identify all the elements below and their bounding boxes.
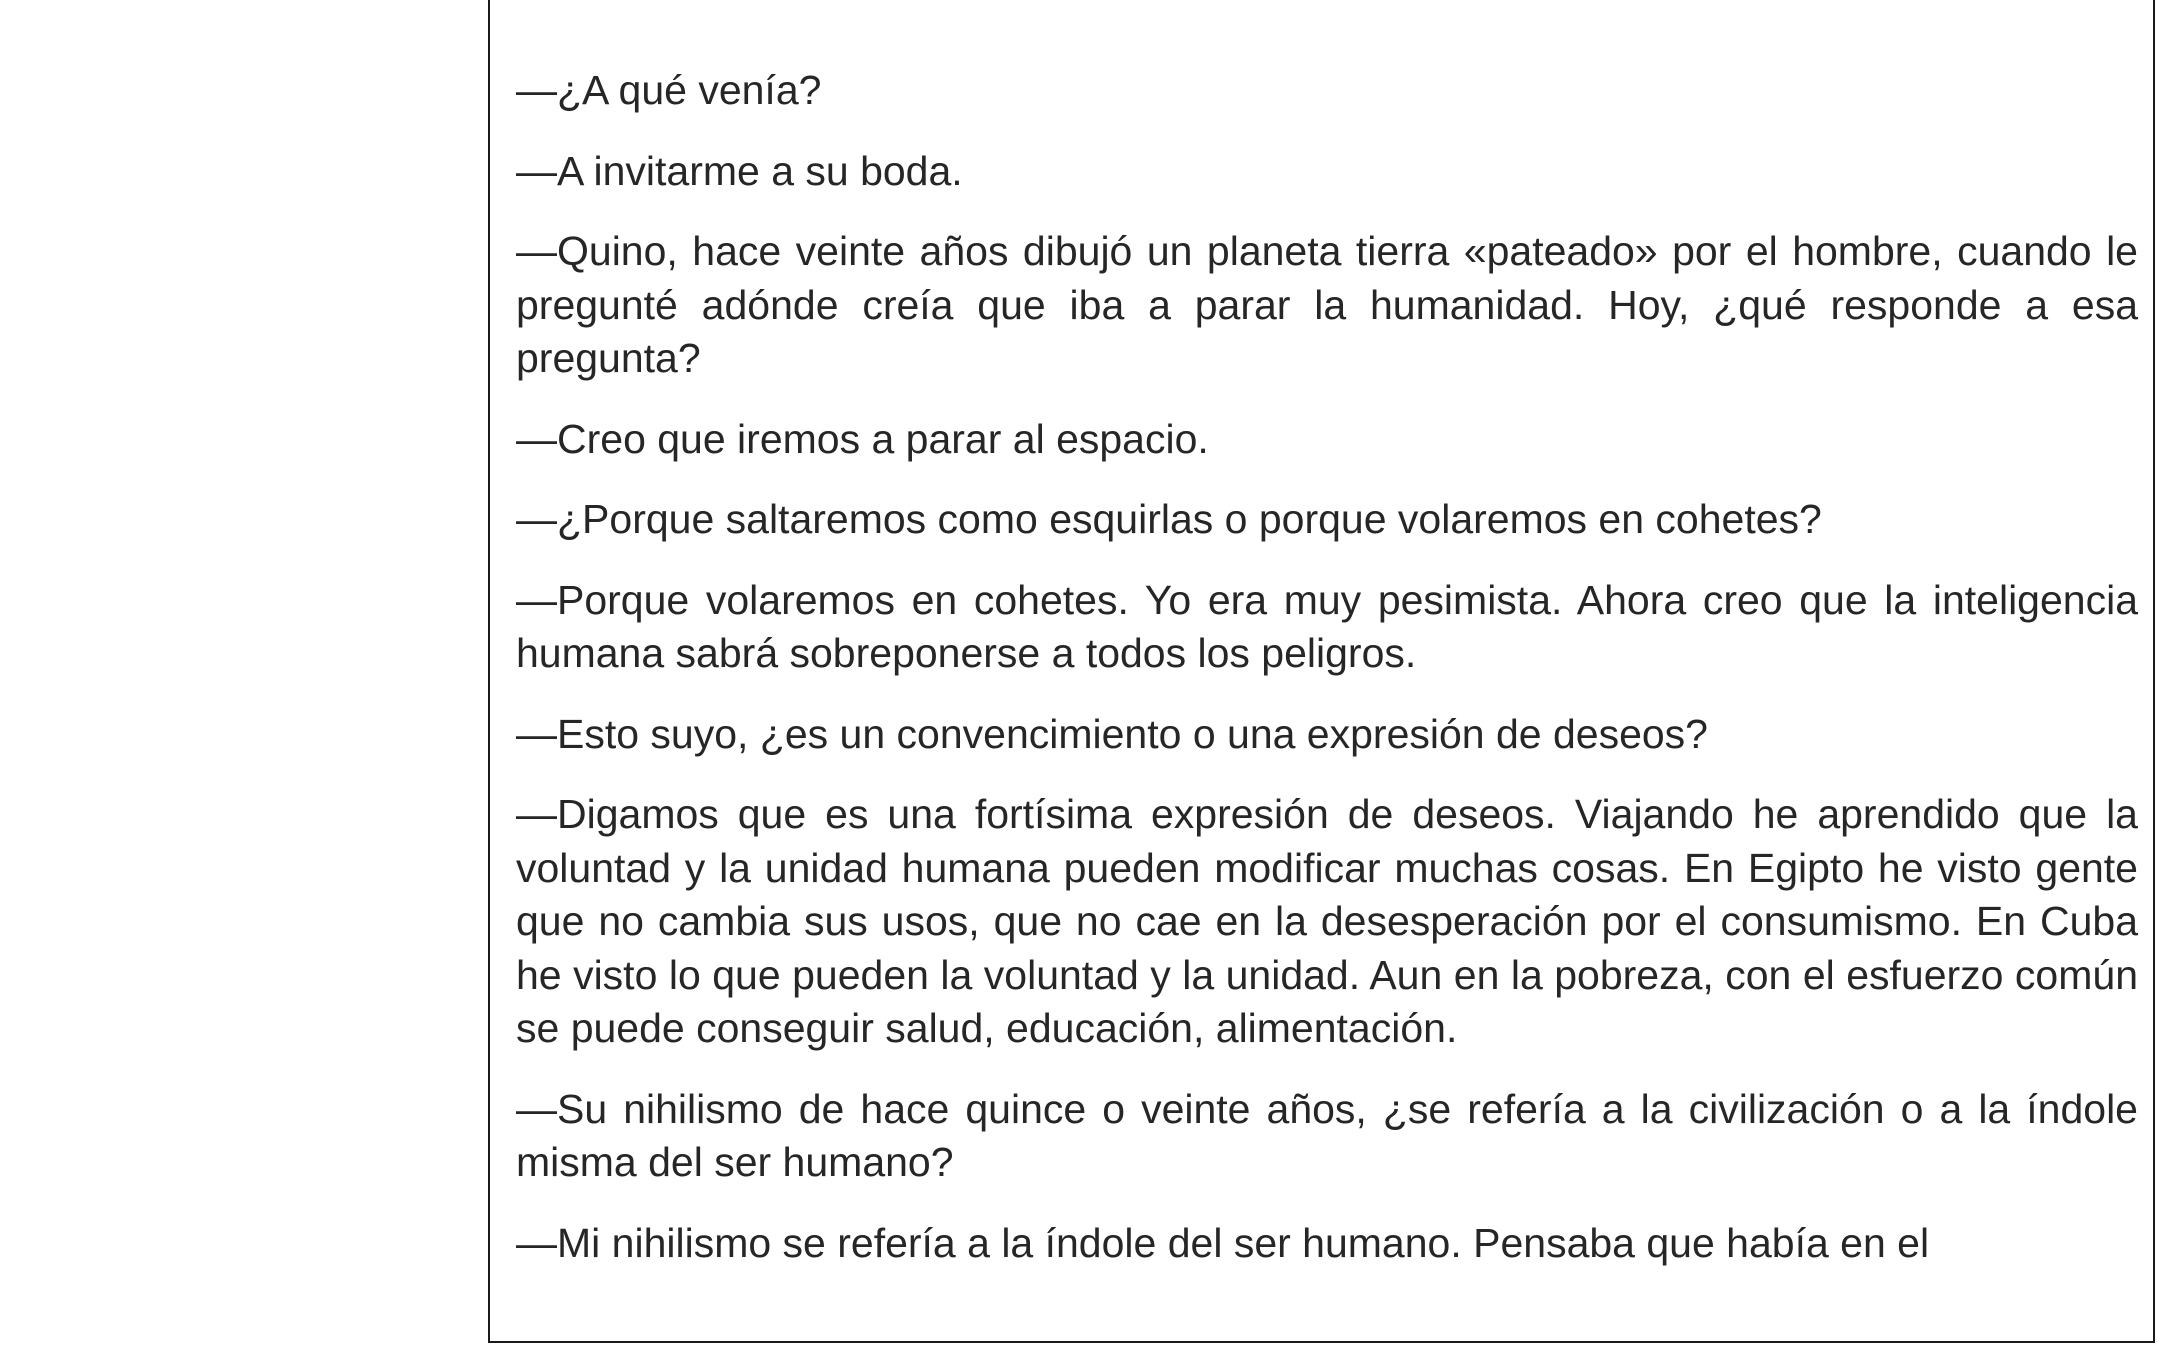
paragraph-answer-3: —Porque volaremos en cohetes. Yo era muy pesimista. Ahora creo que la inteligencia humana sabrá sobreponerse a todos los peligros.: [516, 576, 2138, 676]
interview-text-box: [488, 0, 2155, 1343]
paragraph-question-2: —Quino, hace veinte años dibujó un planeta tierra «pateado» por el hombre, cuando le pregunté adónde creía que iba a parar la humanidad. Hoy, ¿qué responde a esa pregunta?: [516, 228, 2138, 381]
paragraph-answer-4: —Digamos que es una fortísima expresión de deseos. Viajando he aprendido que la voluntad y la unidad humana pueden modificar muchas cosas. En Egipto he visto gente que no cambia sus usos, que no cae en la desesperación por el consumismo. En Cuba he visto lo que pueden la voluntad y la unidad. Aun en la pobreza, con el esfuerzo común se puede conseguir salud, educación, alimentación.: [516, 791, 2138, 1051]
paragraph-answer-1: —A invitarme a su boda.: [516, 147, 963, 194]
interview-text-column: [516, 64, 2138, 1270]
paragraph-question-1: —¿A qué venía?: [516, 67, 822, 113]
paragraph-answer-5: —Mi nihilismo se refería a la índole del ser humano. Pensaba que había en el: [516, 1219, 1930, 1266]
paragraph-question-4: —Esto suyo, ¿es un convencimiento o una expresión de deseos?: [516, 710, 1708, 757]
paragraph-answer-2: —Creo que iremos a parar al espacio.: [516, 415, 1209, 462]
paragraph-question-3: —¿Porque saltaremos como esquirlas o porque volaremos en cohetes?: [516, 496, 1822, 542]
paragraph-question-5: —Su nihilismo de hace quince o veinte años, ¿se refería a la civilización o a la índole misma del ser humano?: [516, 1085, 2138, 1185]
